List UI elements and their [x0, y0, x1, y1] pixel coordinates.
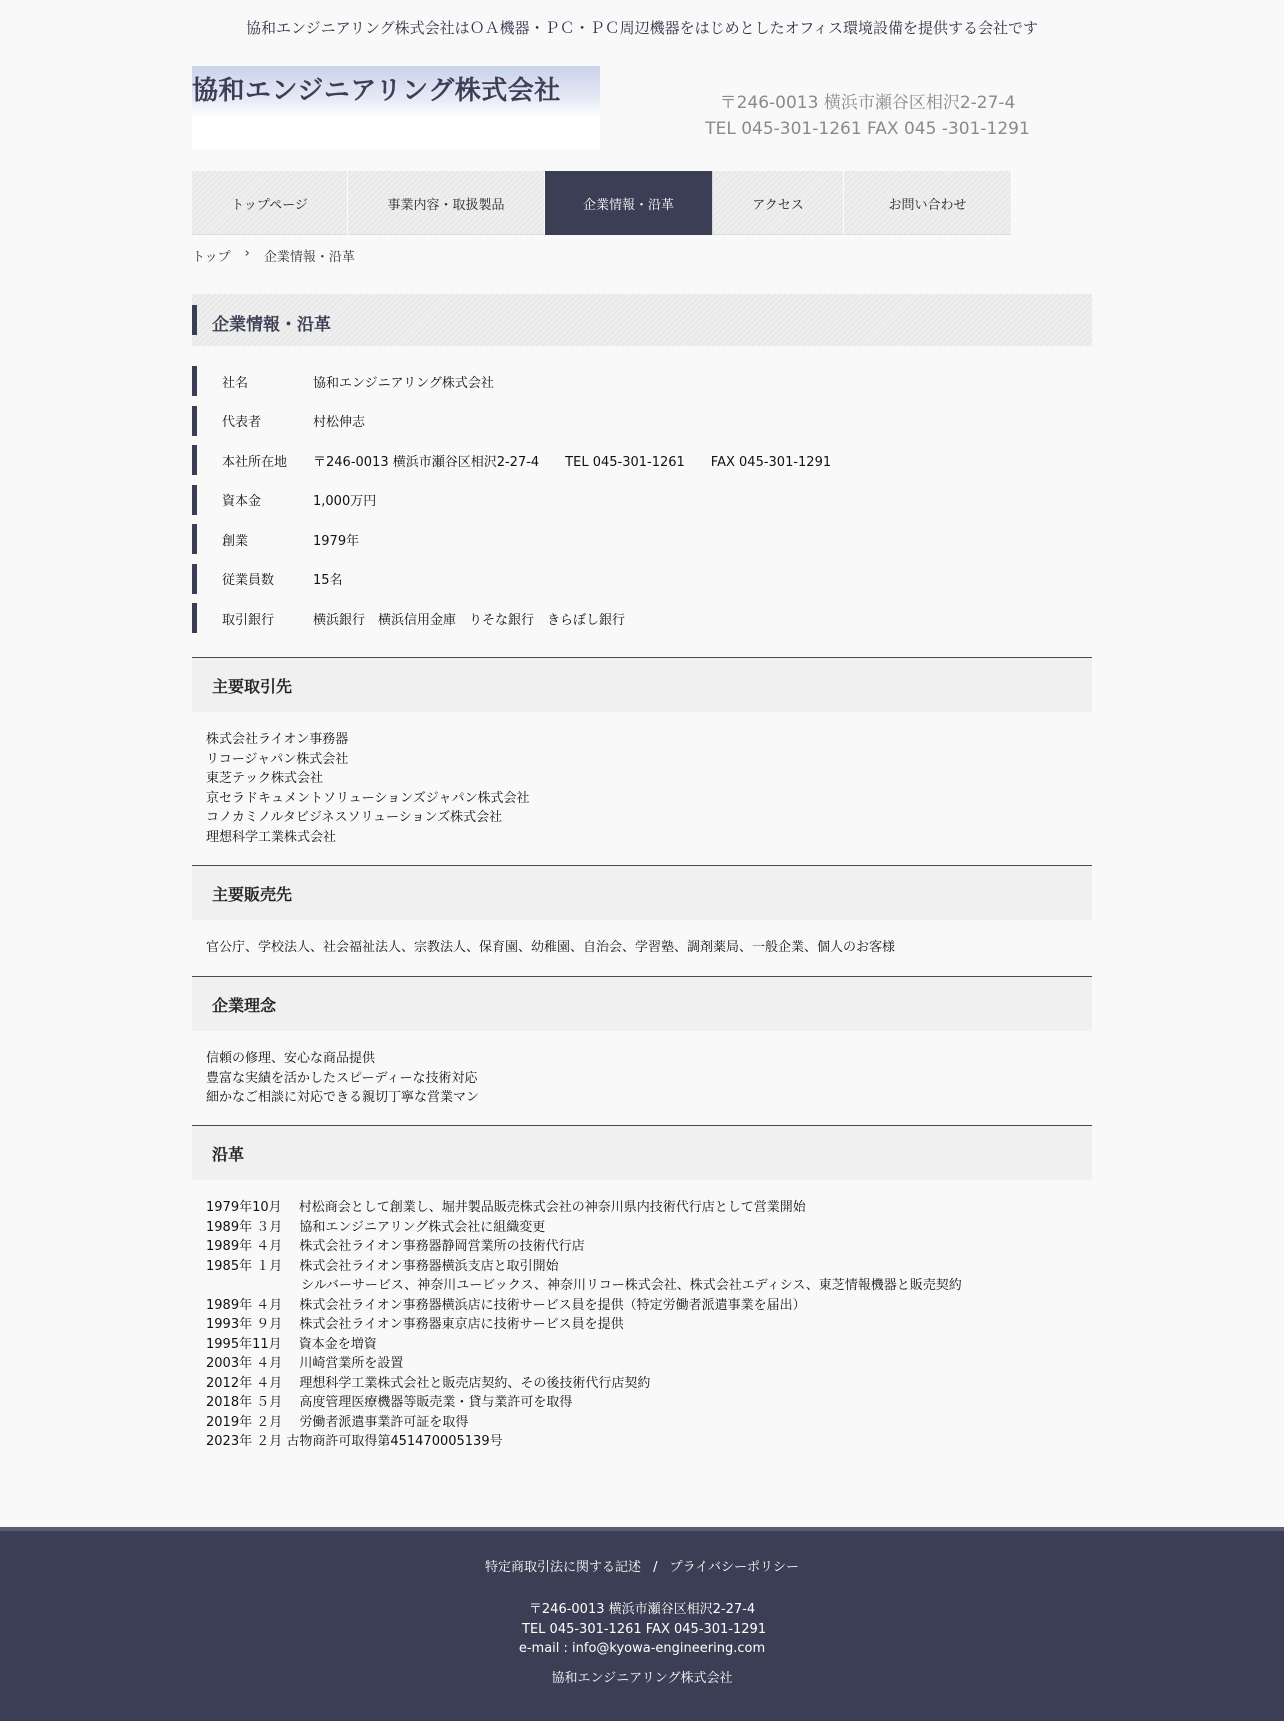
suppliers-section	[192, 657, 1092, 847]
breadcrumb	[192, 246, 355, 265]
history-item: 2018年 ５月 高度管理医療機器等販売業・貸与業許可を取得	[206, 1395, 573, 1410]
section-heading: 主要取引先	[192, 657, 1092, 712]
footer-link-privacy[interactable]: プライバシーポリシー	[669, 1560, 800, 1575]
history-item: 1989年 ３月 協和エンジニアリング株式会社に組織変更	[206, 1219, 546, 1235]
history-list	[192, 1180, 1092, 1452]
list-item: 株式会社ライオン事務器	[206, 732, 349, 747]
footer-address: 〒246-0013 横浜市瀬谷区相沢2-27-4	[528, 1602, 756, 1617]
footer-contact	[0, 1600, 1284, 1659]
history-item: 2012年 ４月 理想科学工業株式会社と販売店契約、その後技術代行店契約	[206, 1375, 651, 1391]
history-item: 1989年 ４月 株式会社ライオン事務器横浜店に技術サービス員を提供（特定労働者派遣事業を届出）	[206, 1297, 806, 1313]
section-heading: 主要販売先	[192, 865, 1092, 920]
philosophy-section	[192, 976, 1092, 1108]
company-info-table	[192, 366, 1092, 643]
footer-link-separator: /	[653, 1560, 658, 1575]
page-title-box	[192, 294, 1092, 346]
history-item: 1993年 ９月 株式会社ライオン事務器東京店に技術サービス員を提供	[206, 1317, 624, 1332]
info-row-representative	[192, 406, 1092, 436]
info-key: 代表者	[222, 415, 262, 430]
header-contact	[640, 90, 1095, 142]
info-value: 村松伸志	[313, 415, 366, 430]
history-item: 1979年10月 村松商会として創業し、堀井製品販売株式会社の神奈川県内技術代行店として営業開始	[206, 1200, 806, 1215]
nav-item-company[interactable]: 企業情報・沿革	[545, 171, 713, 235]
footer-company-name: 協和エンジニアリング株式会社	[551, 1671, 733, 1686]
section-heading: 沿革	[192, 1125, 1092, 1180]
site-logo[interactable]	[192, 66, 600, 150]
list-item: コノカミノルタビジネスソリューションズ株式会社	[206, 810, 503, 825]
list-item: リコージャパン株式会社	[206, 751, 349, 767]
history-item: 1985年 １月 株式会社ライオン事務器横浜支店と取引開始	[206, 1258, 559, 1274]
footer-email[interactable]: e-mail : info@kyowa-engineering.com	[518, 1641, 766, 1656]
info-key: 取引銀行	[222, 612, 275, 628]
list-item: 細かなご相談に対応できる親切丁寧な営業マン	[206, 1090, 480, 1105]
customers-text: 官公庁、学校法人、社会福祉法人、宗教法人、保育園、幼稚園、自治会、学習塾、調剤薬局、一般企業、個人のお客様	[206, 940, 896, 955]
breadcrumb-home[interactable]: トップ	[192, 250, 231, 265]
info-value: 15名	[313, 573, 343, 588]
global-nav	[192, 171, 1012, 235]
list-item: 理想科学工業株式会社	[206, 829, 337, 845]
info-row-banks	[192, 603, 1092, 633]
info-row-founded	[192, 524, 1092, 554]
info-row-address	[192, 445, 1092, 475]
philosophy-list	[192, 1031, 1092, 1108]
history-section	[192, 1125, 1092, 1452]
info-value: 協和エンジニアリング株式会社	[313, 375, 494, 391]
header-phone: TEL 045-301-1261 FAX 045 -301-1291	[705, 119, 1030, 139]
section-heading: 企業理念	[192, 976, 1092, 1031]
history-item: 2003年 ４月 川崎営業所を設置	[206, 1356, 404, 1371]
page-title: 企業情報・沿革	[212, 315, 331, 335]
breadcrumb-separator: ›	[244, 246, 250, 261]
logo-text: 協和エンジニアリング株式会社	[192, 76, 561, 106]
list-item: 信頼の修理、安心な商品提供	[206, 1051, 376, 1066]
history-item: 1995年11月 資本金を増資	[206, 1336, 377, 1352]
info-key: 本社所在地	[222, 454, 288, 470]
footer-link-tokushoho[interactable]: 特定商取引法に関する記述	[484, 1560, 641, 1575]
list-item: 京セラドキュメントソリューションズジャパン株式会社	[206, 790, 530, 806]
breadcrumb-current: 企業情報・沿革	[263, 250, 355, 265]
info-row-name	[192, 366, 1092, 396]
history-item: 2019年 ２月 労働者派遣事業許可証を取得	[206, 1414, 469, 1430]
nav-item-top[interactable]: トップページ	[192, 171, 348, 235]
title-accent-bar	[192, 305, 197, 335]
info-value: 1979年	[313, 533, 360, 549]
history-item: 1989年 ４月 株式会社ライオン事務器静岡営業所の技術代行店	[206, 1239, 585, 1254]
site-footer	[0, 1527, 1284, 1721]
list-item: 豊富な実績を活かしたスピーディーな技術対応	[206, 1070, 478, 1086]
info-row-employees	[192, 564, 1092, 594]
nav-item-contact[interactable]: お問い合わせ	[844, 171, 1012, 235]
info-key: 従業員数	[222, 573, 275, 588]
history-item: 2023年 ２月 古物商許可取得第451470005139号	[206, 1434, 503, 1449]
customers-section	[192, 865, 1092, 958]
info-value: 1,000万円	[313, 494, 377, 509]
info-key: 創業	[222, 533, 249, 549]
info-value: 横浜銀行 横浜信用金庫 りそな銀行 きらぼし銀行	[313, 612, 626, 628]
nav-item-business[interactable]: 事業内容・取扱製品	[348, 171, 545, 235]
suppliers-list	[192, 712, 1092, 847]
history-item: シルバーサービス、神奈川ユービックス、神奈川リコー株式会社、株式会社エディシス、東芝情報機器と販売契約	[206, 1278, 962, 1293]
nav-item-access[interactable]: アクセス	[713, 171, 844, 235]
info-row-capital	[192, 485, 1092, 515]
info-key: 社名	[222, 375, 249, 391]
footer-links	[0, 1556, 1284, 1575]
header-address: 〒246-0013 横浜市瀬谷区相沢2-27-4	[719, 93, 1016, 113]
list-item: 東芝テック株式会社	[206, 771, 324, 786]
site-tagline: 協和エンジニアリング株式会社はＯＡ機器・ＰＣ・ＰＣ周辺機器をはじめとしたオフィス環境設備を提供する会社です	[245, 19, 1039, 37]
info-value: 〒246-0013 横浜市瀬谷区相沢2-27-4 TEL 045-301-1261 FAX 045-301-1291	[313, 454, 832, 470]
footer-phone: TEL 045-301-1261 FAX 045-301-1291	[517, 1621, 767, 1637]
info-key: 資本金	[222, 494, 262, 509]
